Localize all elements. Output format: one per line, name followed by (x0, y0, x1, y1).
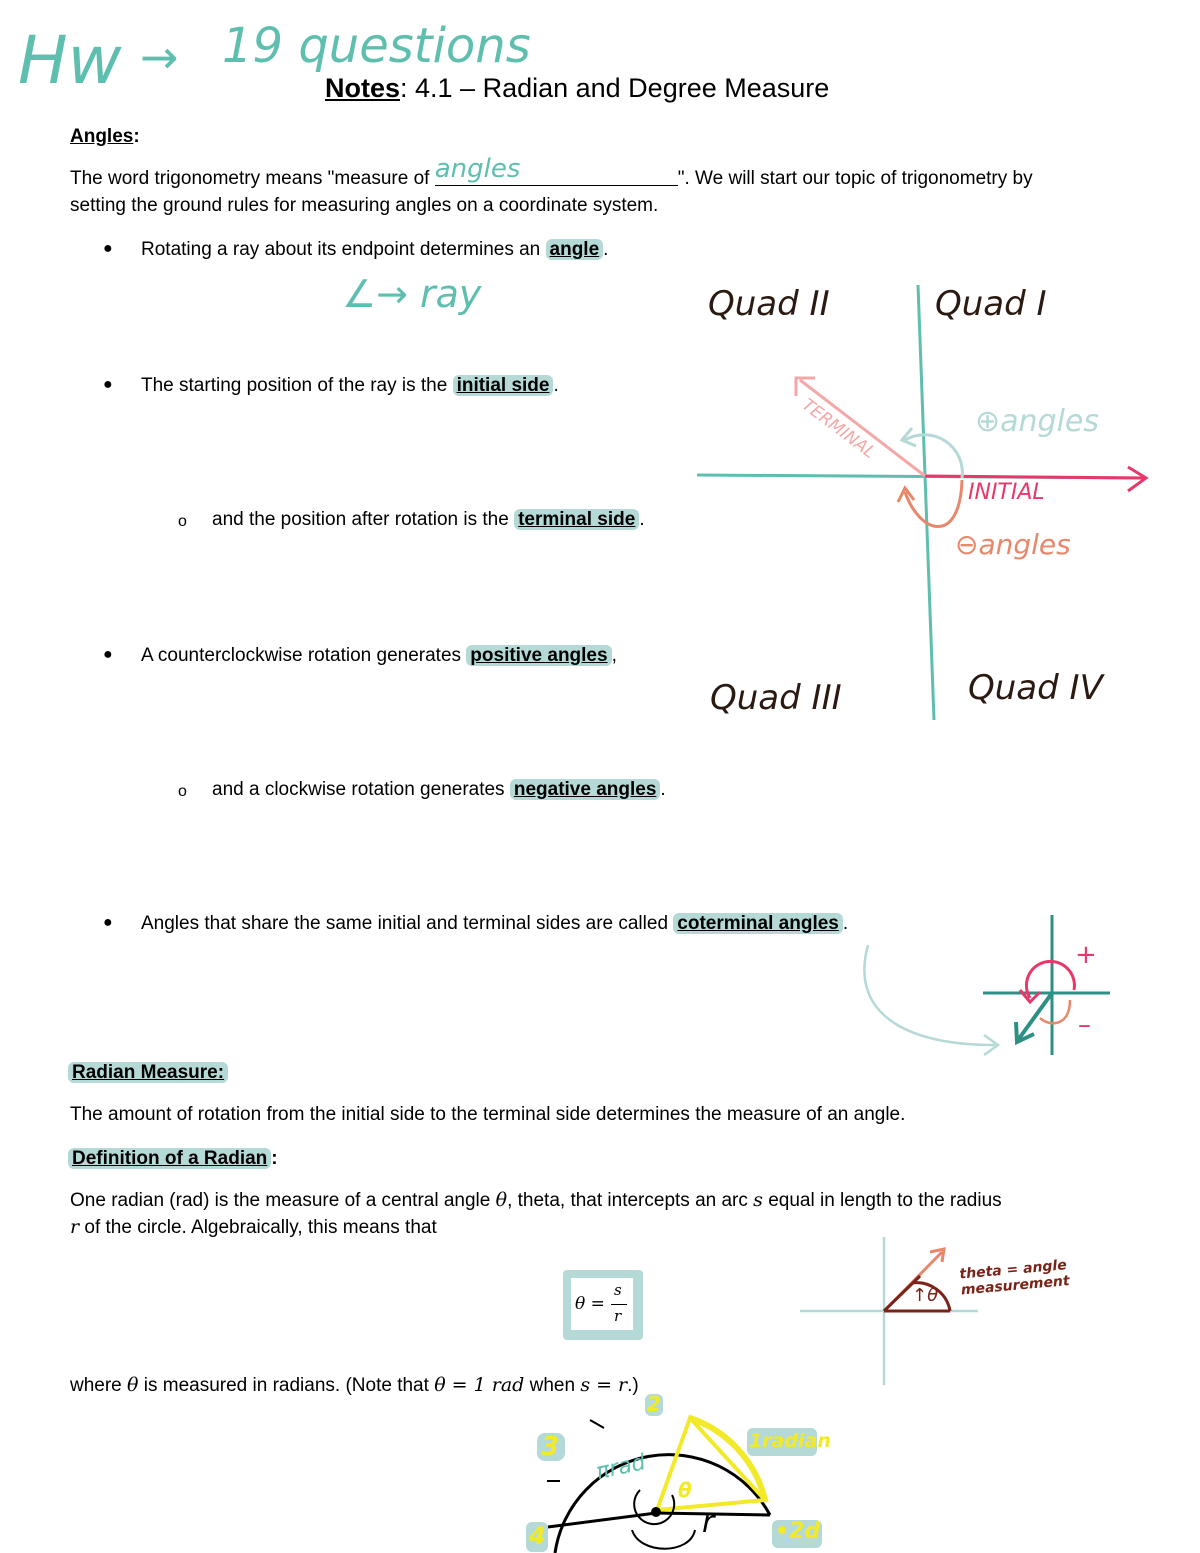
theta-note: theta = angle measurement (958, 1257, 1071, 1299)
formula-lhs: θ = (575, 1294, 605, 1314)
circle-r: r (702, 1505, 715, 1540)
negative-angles-label: ⊖angles (955, 528, 1071, 561)
radian-measure-heading: Radian Measure: (68, 1059, 228, 1086)
subbullet-terminal-side: and the position after rotation is the terminal side . (212, 509, 645, 530)
intro-paragraph-line2: setting the ground rules for measuring angles on a coordinate system. (70, 195, 659, 216)
bullet-coterminal-angles: Angles that share the same initial and terminal sides are called coterminal angles . (141, 913, 849, 934)
circle-two-dot: •2d (775, 1519, 821, 1544)
quad-2-label: Quad II (708, 284, 830, 324)
handwriting-arrow: → (140, 30, 179, 84)
circle-label-4: 4 (529, 1522, 546, 1550)
radian-measure-text: The amount of rotation from the initial side to the terminal side determines the measure of an angle. (70, 1104, 906, 1125)
sub-bullet-marker: o (178, 783, 187, 800)
coterminal-plus: + (1075, 940, 1097, 970)
bullet-initial-side: The starting position of the ray is the initial side . (141, 375, 559, 396)
handwriting-question-count: 19 questions (222, 18, 531, 74)
bullet-positive-angles: A counterclockwise rotation generates positive angles , (141, 645, 617, 666)
circle-one-radian: 1radian (749, 1430, 831, 1452)
circle-theta: θ (678, 1478, 692, 1502)
formula-numerator: s (614, 1281, 622, 1299)
intro-blank: angles (435, 165, 678, 186)
bullet-marker: ● (103, 376, 113, 393)
where-text: where θ is measured in radians. (Note that θ = 1 rad when s = r.) (70, 1374, 639, 1396)
handwriting-hw: Hw (18, 22, 122, 99)
bullet-angle: Rotating a ray about its endpoint determines an angle . (141, 239, 609, 260)
angles-heading: Angles: (70, 126, 140, 147)
subbullet-negative-angles: and a clockwise rotation generates negative angles . (212, 779, 666, 800)
circle-pi-rad: πrad (593, 1450, 648, 1485)
definition-text-line2: r of the circle. Algebraically, this means that (70, 1216, 437, 1238)
quad-3-label: Quad III (710, 678, 842, 718)
definition-text: One radian (rad) is the measure of a central angle θ, theta, that intercepts an arc s equal in length to the radius (70, 1189, 1002, 1211)
sub-bullet-marker: o (178, 513, 187, 530)
title-label: Notes (325, 73, 401, 103)
formula-denominator: r (614, 1307, 622, 1325)
quad-4-label: Quad IV (968, 668, 1103, 708)
bullet-marker: ● (103, 646, 113, 663)
title-text: : 4.1 – Radian and Degree Measure (400, 73, 830, 103)
bullet-marker: ● (103, 914, 113, 931)
bullet-marker: ● (103, 240, 113, 257)
positive-angles-label: ⊕angles (975, 404, 1099, 439)
handwriting-ray: ∠→ ray (342, 272, 482, 316)
coterminal-minus: – (1078, 1010, 1091, 1040)
quad-1-label: Quad I (935, 284, 1047, 324)
definition-heading: Definition of a Radian : (68, 1145, 278, 1172)
circle-label-2: 2 (647, 1392, 661, 1416)
intro-paragraph: The word trigonometry means "measure of angles ". We will start our topic of trigonometry by (70, 154, 1033, 189)
initial-label: INITIAL (968, 480, 1045, 505)
theta-diagram-theta: ↑θ (912, 1285, 939, 1306)
terminal-label: TERMINAL (797, 395, 880, 463)
circle-label-3: 3 (541, 1432, 560, 1462)
